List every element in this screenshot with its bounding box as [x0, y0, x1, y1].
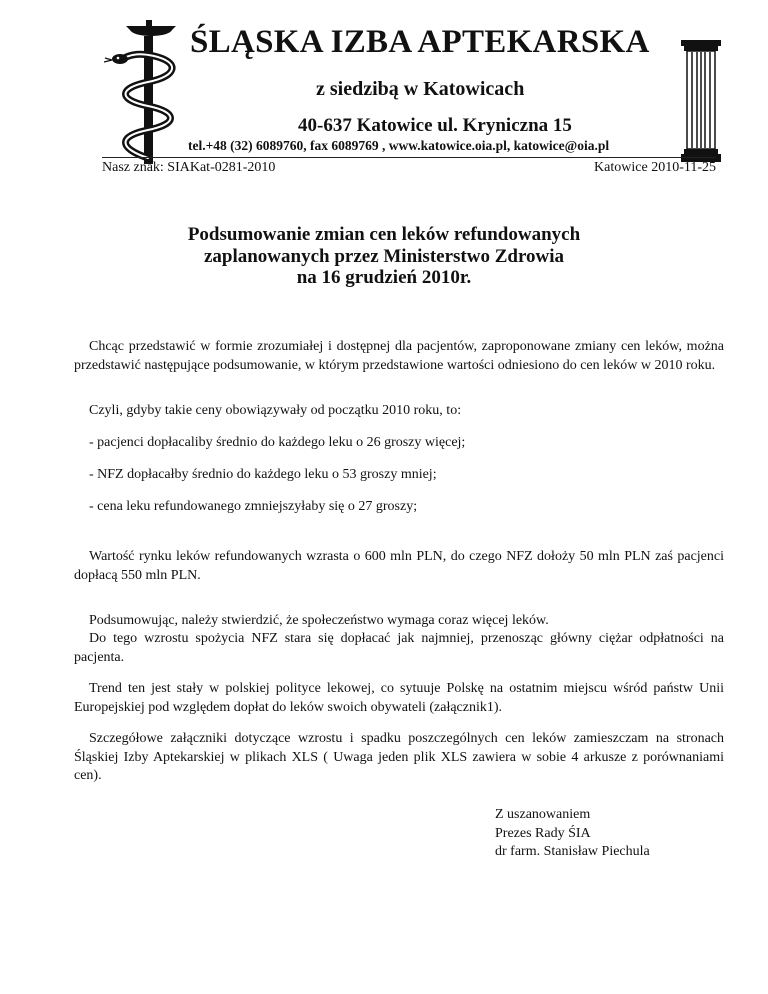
document-date: Katowice 2010-11-25	[594, 160, 716, 175]
header-divider	[102, 157, 716, 158]
title-line-2: zaplanowanych przez Ministerstwo Zdrowia	[203, 245, 565, 267]
reference-number: Nasz znak: SIAKat-0281-2010	[102, 160, 276, 175]
signature-role: Prezes Rady ŚIA	[495, 825, 591, 841]
document-title	[0, 224, 768, 289]
paragraph-condition: Czyli, gdyby takie ceny obowiązywały od początku 2010 roku, to:	[89, 403, 462, 418]
title-line-3: na 16 grudzień 2010r.	[296, 267, 472, 288]
bullet-patients: - pacjenci dopłacaliby średnio do każdego leku o 26 groszy więcej;	[89, 435, 466, 450]
paragraph-intro: Chcąc przedstawić w formie zrozumiałej i dostępnej dla pacjentów, zaproponowane zmiany cen leków, można przedstawić następujące podsumowanie, w którym przedstawione wartości odniesiono do cen leków w 2010 roku.	[74, 339, 724, 373]
title-line-1: Podsumowanie zmian cen leków refundowanych	[187, 224, 581, 245]
paragraph-trend: Trend ten jest stały w polskiej polityce lekowej, co sytuuje Polskę na ostatnim miejscu wśród państw Unii Europejskiej pod względem dopłat do leków swoich obywateli (załącznik1).	[74, 681, 724, 715]
signature-block	[495, 806, 650, 862]
org-address: 40-637 Katowice ul. Kryniczna 15	[298, 115, 572, 136]
paragraph-attachments: Szczegółowe załączniki dotyczące wzrostu i spadku poszczególnych cen leków zamieszczam na stronach Śląskiej Izby Aptekarskiej w plikach XLS ( Uwaga jeden plik XLS zawiera w sobie 4 arkusze z porównaniami cen).	[74, 731, 724, 783]
signature-name: dr farm. Stanisław Piechula	[495, 844, 650, 859]
org-seat: z siedzibą w Katowicach	[316, 78, 525, 100]
org-contact: tel.+48 (32) 6089760, fax 6089769 , www.katowice.oia.pl, katowice@oia.pl	[188, 138, 610, 153]
paragraph-market-value: Wartość rynku leków refundowanych wzrasta o 600 mln PLN, do czego NFZ dołoży 50 mln PLN zaś pacjenci dopłacą 550 mln PLN.	[74, 549, 724, 583]
paragraph-summary: Podsumowując, należy stwierdzić, że społeczeństwo wymaga coraz więcej leków.	[89, 613, 549, 628]
paragraph-nfz-burden: Do tego wzrostu spożycia NFZ stara się dopłacać jak najmniej, przenosząc główny ciężar odpłatności na pacjenta.	[74, 631, 724, 665]
org-name: ŚLĄSKA IZBA APTEKARSKA	[190, 24, 650, 60]
bullet-price: - cena leku refundowanego zmniejszyłaby się o 27 groszy;	[89, 499, 418, 514]
bullet-nfz: - NFZ dopłacałby średnio do każdego leku o 53 groszy mniej;	[89, 467, 437, 482]
signature-closing: Z uszanowaniem	[495, 807, 591, 822]
